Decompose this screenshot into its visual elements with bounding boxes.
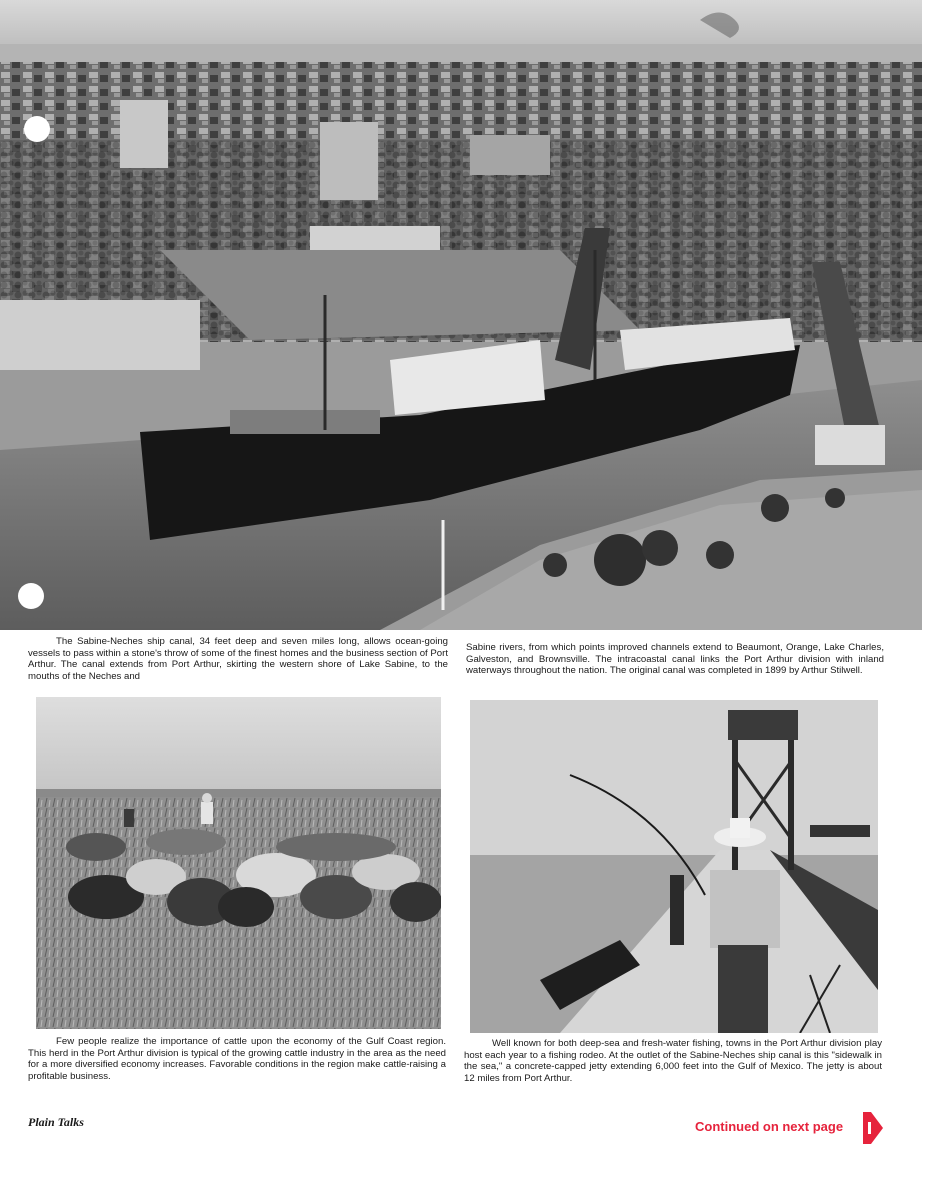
cattle-caption-text: Few people realize the importance of cattle upon the economy of the Gulf Coast region. This herd in the Port Arthur division is typical of the growing cattle industry in the area as the need for a more diversified economy increases. Favorable conditions in the region make cattle-raising a profitable business. (28, 1036, 446, 1082)
canal-caption-right (466, 642, 884, 677)
cattle-caption (28, 1036, 446, 1082)
arrow-right-icon[interactable] (863, 1112, 883, 1144)
canal-caption-left-text: The Sabine-Neches ship canal, 34 feet deep and seven miles long, allows ocean-going vessels to pass within a stone's throw of some of the finest homes and the business section of Port Arthur. The canal extends from Port Arthur, skirting the western shore of Lake Sabine, to the mouths of the Neches and (28, 636, 448, 682)
canal-caption-left (28, 636, 448, 682)
cattle-photo (36, 697, 441, 1029)
punch-hole-bottom (18, 583, 44, 609)
publication-title: Plain Talks (28, 1115, 84, 1129)
fishing-caption (464, 1038, 882, 1084)
fishing-caption-text: Well known for both deep-sea and fresh-water fishing, towns in the Port Arthur division play host each year to a fishing rodeo. At the outlet of the Sabine-Neches ship canal is this "sidewalk in the sea," a concrete-capped jetty extending 6,000 feet into the Gulf of Mexico. The jetty is about 12 miles from Port Arthur. (464, 1038, 882, 1084)
punch-hole-top (24, 116, 50, 142)
canal-caption-right-text: Sabine rivers, from which points improved channels extend to Beaumont, Orange, Lake Charles, Galveston, and Brownsville. The intracoastal canal links the Port Arthur division with inland waterways throughout the nation. The original canal was completed in 1899 by Arthur Stilwell. (466, 642, 884, 677)
fishing-jetty-photo (470, 700, 878, 1033)
continued-link[interactable]: Continued on next page (695, 1119, 844, 1134)
